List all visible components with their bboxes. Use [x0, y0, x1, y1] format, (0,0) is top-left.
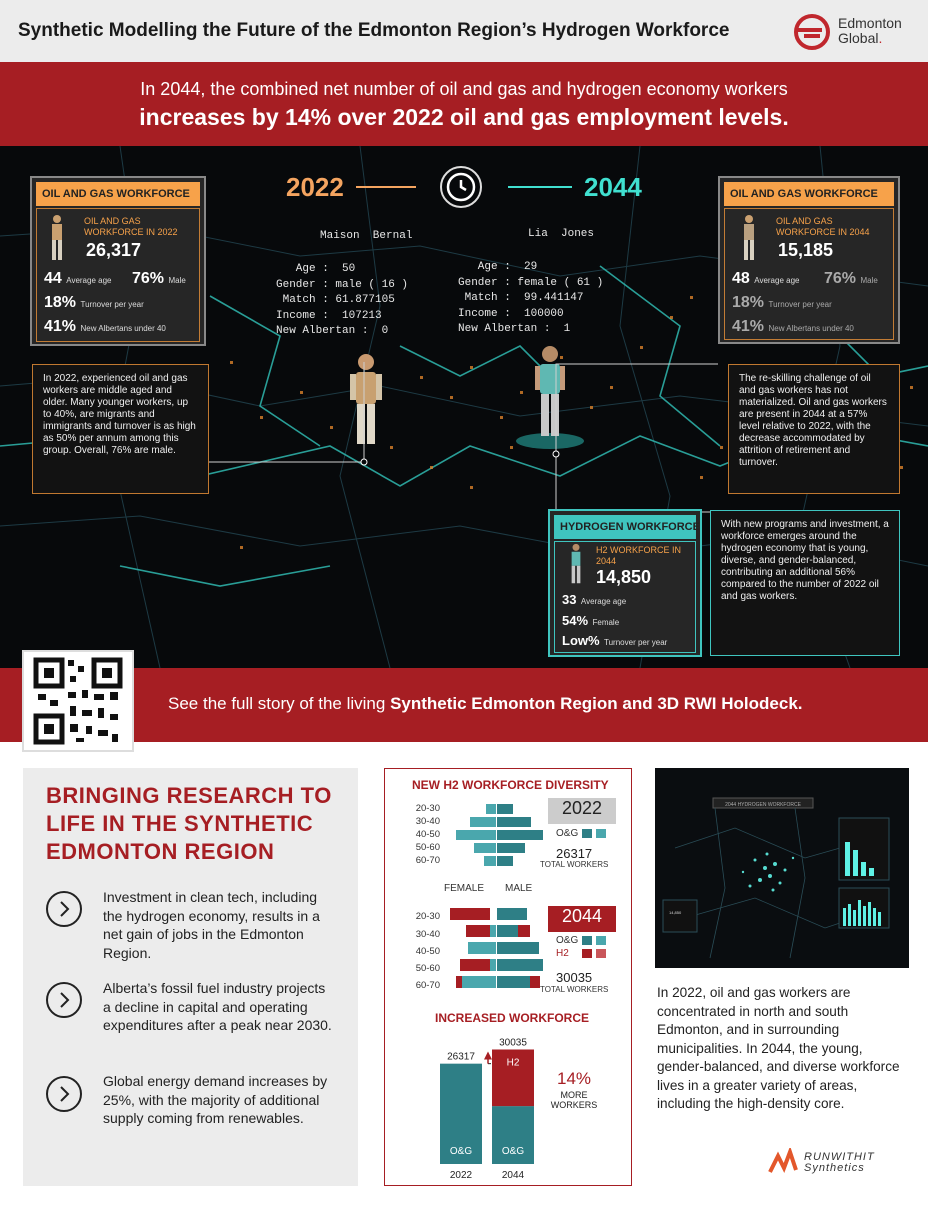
chevron-right-icon: [46, 891, 82, 927]
growth-label: MORE: [560, 1090, 588, 1100]
og-2022-male: 76%: [132, 270, 165, 287]
growth-arrowhead: [484, 1051, 492, 1059]
og-2022-age: 44: [44, 270, 62, 287]
og-2022-card-subtitle: OIL AND GAS WORKFORCE IN 2022: [84, 216, 178, 237]
h2-female: 54%: [562, 613, 589, 628]
total-2044: 30035: [556, 970, 593, 985]
research-bullet: Global energy demand increases by 25%, with the majority of additional supply coming from renewables.: [103, 1073, 328, 1126]
persona-left-name: Maison Bernal: [320, 230, 413, 242]
og-2022-turnover: 18%: [44, 294, 77, 311]
bar-label: O&G: [449, 1146, 473, 1157]
legend-swatch-female: [596, 936, 606, 945]
og-2044-count: 15,185: [778, 240, 834, 260]
bar-total-label: 26317: [447, 1051, 475, 1063]
og-2044-male: 76%: [824, 270, 857, 287]
male-label: MALE: [505, 883, 533, 894]
chart-title: INCREASED WORKFORCE: [435, 1011, 590, 1025]
x-tick-label: 2022: [449, 1170, 473, 1181]
research-bullet: Alberta’s fossil fuel industry projects a decline in capital and operating expenditures after a peak near 2030.: [103, 980, 332, 1033]
h2-workforce-map-thumbnail: [655, 768, 909, 968]
h2-age: 33: [562, 592, 577, 607]
persona-left-attributes: Age : 50 Gender : male ( 16 ) Match : 61.877105 Income : 107213 New Albertan : 0: [276, 263, 409, 337]
note-reskilling: The re-skilling challenge of oil and gas workers has not materialized. Oil and gas workers are present in 2044 at a 57% level relative to 2022, with the decrease accommodated by attrition of retirement and turnover.: [728, 364, 900, 494]
story-link-text[interactable]: See the full story of the living Synthetic Edmonton Region and 3D RWI Holodeck.: [168, 694, 803, 713]
age-label: 20-30: [415, 911, 440, 922]
h2-card-subtitle: H2 WORKFORCE IN 2044: [596, 545, 682, 566]
increased-workforce-chart: [400, 1022, 620, 1182]
legend-swatch-male: [582, 829, 592, 838]
legend-swatch-h2-male: [582, 949, 592, 958]
total-label-2044: TOTAL WORKERS: [540, 985, 609, 994]
total-label-2022: TOTAL WORKERS: [540, 860, 609, 869]
worker-figure-icon: [568, 543, 584, 585]
banner-line-2: increases by 14% over 2022 oil and gas employment levels.: [139, 104, 789, 130]
og-2022-card: OIL AND GAS WORKFORCE OIL AND GAS WORKFORCE IN 2022 26,317 44 Average age 76% Male 18% Turnover per year 41% New Albertans under 40: [30, 176, 206, 346]
diversity-title: NEW H2 WORKFORCE DIVERSITY: [412, 778, 609, 792]
legend-swatch-male: [582, 936, 592, 945]
legend-swatch-h2-female: [596, 949, 606, 958]
persona-right-name: Lia Jones: [528, 228, 595, 240]
h2-card-header: HYDROGEN WORKFORCE: [554, 515, 696, 539]
age-label: 50-60: [415, 842, 440, 853]
growth-label: WORKERS: [550, 1100, 598, 1110]
age-label: 20-30: [415, 803, 440, 814]
mini-map-value: 14,850: [669, 910, 682, 915]
qr-code-icon[interactable]: [22, 650, 134, 752]
h2-turnover: Low%: [562, 633, 600, 648]
age-label: 30-40: [415, 929, 440, 940]
persona-right-attributes: Age : 29 Gender : female ( 61 ) Match : 99.441147 Income : 100000 New Albertan : 1: [458, 261, 604, 335]
x-tick-label: 2044: [501, 1170, 525, 1181]
page-title: Synthetic Modelling the Future of the Edmonton Region’s Hydrogen Workforce: [18, 20, 730, 41]
og-2022-card-header: OIL AND GAS WORKFORCE: [36, 182, 200, 206]
og-2022-new-albertans: 41%: [44, 318, 77, 335]
total-2022: 26317: [556, 846, 593, 861]
mini-map-title: 2044 HYDROGEN WORKFORCE: [725, 802, 801, 808]
bar-label: O&G: [501, 1146, 525, 1157]
h2-legend-2044: H2: [556, 948, 569, 959]
pyramid-2044: [446, 906, 546, 996]
chevron-right-icon: [46, 1076, 82, 1112]
year-2044-badge: 2044: [548, 906, 616, 932]
og-2022-count: 26,317: [86, 240, 142, 260]
year-2022-badge: 2022: [548, 798, 616, 824]
bar-label: H2: [506, 1057, 520, 1069]
og-2044-card-header: OIL AND GAS WORKFORCE: [724, 182, 894, 206]
growth-percentage: 14%: [556, 1069, 592, 1088]
age-label: 40-50: [415, 946, 440, 957]
research-panel-title: BRINGING RESEARCH TO LIFE IN THE SYNTHETIC EDMONTON REGION: [46, 783, 332, 864]
pyramid-2022: [446, 800, 546, 870]
runwithit-logo-text: RUNWITHIT Synthetics: [804, 1151, 875, 1174]
year-label-start: 2022: [286, 172, 344, 202]
age-label: 60-70: [415, 855, 440, 866]
og-2044-turnover: 18%: [732, 294, 765, 311]
legend-swatch-female: [596, 829, 606, 838]
age-label: 60-70: [415, 980, 440, 991]
female-label: FEMALE: [444, 883, 485, 894]
age-label: 40-50: [415, 829, 440, 840]
bar-total-label: 30035: [499, 1037, 527, 1049]
chevron-right-icon: [46, 982, 82, 1018]
research-bullet: Investment in clean tech, including the hydrogen economy, results in a net gain of jobs in the Edmonton Region.: [103, 889, 320, 961]
og-2044-card: OIL AND GAS WORKFORCE OIL AND GAS WORKFORCE IN 2044 15,185 48 Average age 76% Male 18% Turnover per year 41% New Albertans under 40: [718, 176, 900, 344]
og-2044-new-albertans: 41%: [732, 318, 765, 335]
workforce-location-text: In 2022, oil and gas workers are concentrated in north and south Edmonton, and in surrounding municipalities. In 2044, the young, gender-balanced, and diverse workforce lives in a greater variety of areas, including the high-density core.: [657, 985, 900, 1111]
edmonton-global-logo-text: Edmonton Global.: [838, 15, 902, 46]
banner-line-1: In 2044, the combined net number of oil and gas and hydrogen economy workers: [140, 79, 788, 99]
og-2044-age: 48: [732, 270, 750, 287]
og-legend-2022: O&G: [556, 828, 579, 839]
note-hydrogen-workforce: With new programs and investment, a workforce emerges around the hydrogen economy that is young, diverse, and gender-balanced, contributing an additional 56% compared to the number of 2022 oil and gas workers.: [710, 510, 900, 656]
note-2022-workers: In 2022, experienced oil and gas workers are middle aged and older. Many younger workers, up to 40%, are migrants and immigrants and turnover is as high as 50% per annum among this group. Overall, 76% are male.: [32, 364, 209, 494]
year-label-end: 2044: [584, 172, 642, 202]
age-label: 50-60: [415, 963, 440, 974]
og-legend-2044: O&G: [556, 935, 579, 946]
og-2044-card-subtitle: OIL AND GAS WORKFORCE IN 2044: [776, 216, 870, 237]
runwithit-logo-icon: [768, 1148, 802, 1178]
age-label: 30-40: [415, 816, 440, 827]
h2-count: 14,850: [596, 567, 652, 587]
h2-card: HYDROGEN WORKFORCE H2 WORKFORCE IN 2044 14,850 33 Average age 54% Female Low% Turnover per year: [548, 509, 702, 657]
